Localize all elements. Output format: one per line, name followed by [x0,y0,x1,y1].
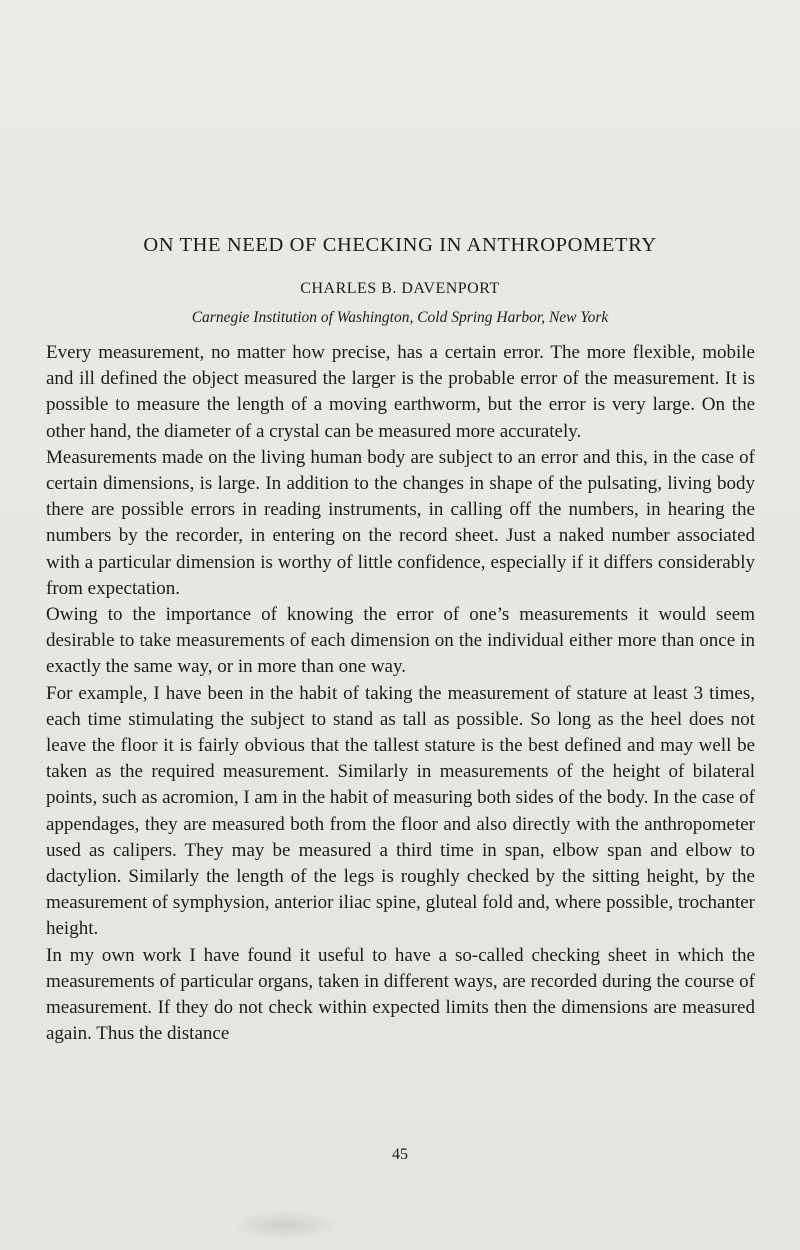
paragraph-5: In my own work I have found it useful to have a so-called checking sheet in which the measurements of particular organs, taken in different ways, are recorded during the course of measurement. If they do not check within expected limits then the dimensions are measured again. Thus the distance [46,944,755,1045]
article-title: ON THE NEED OF CHECKING IN ANTHROPOMETRY [143,234,657,256]
paragraph-3: Owing to the importance of knowing the error of one’s measurements it would seem desirable to take measurements of each dimension on the individual either more than once in exactly the same way, or in more than one way. [46,604,755,678]
author-name: CHARLES B. DAVENPORT [300,280,500,297]
paragraph-4: For example, I have been in the habit of taking the measurement of stature at least 3 times, each time stimulating the subject to stand as tall as possible. So long as the heel does not leave the floor it is fairly obvious that the tallest stature is the best defined and may well be taken as the required measurement. Similarly in measurements of the height of bilateral points, such as acromion, I am in the habit of measuring both sides of the body. In the case of appendages, they are measured both from the floor and also directly with the anthropometer used as calipers. They may be measured a third time in span, elbow span and elbow to dactylion. Similarly the length of the legs is roughly checked by the sitting height, by the measurement of symphysion, anterior iliac spine, gluteal fold and, where possible, trochanter height. [46,682,755,940]
author-affiliation: Carnegie Institution of Washington, Cold Spring Harbor, New York [191,309,609,326]
scan-smudge [230,1210,340,1240]
page-number: 45 [392,1146,408,1163]
paragraph-2: Measurements made on the living human body are subject to an error and this, in the case of certain dimensions, is large. In addition to the changes in shape of the pulsating, living body there are possible errors in reading instruments, in calling off the numbers, in hearing the numbers by the recorder, in entering on the record sheet. Just a naked number associated with a particular dimension is worthy of little confidence, especially if it differs considerably from expectation. [46,446,755,599]
paragraph-1: Every measurement, no matter how precise, has a certain error. The more flexible, mobile and ill defined the object measured the larger is the probable error of the measurement. It is possible to measure the length of a moving earthworm, but the error is very large. On the other hand, the diameter of a crystal can be measured more accurately. [46,342,755,442]
article-body [46,340,755,1047]
